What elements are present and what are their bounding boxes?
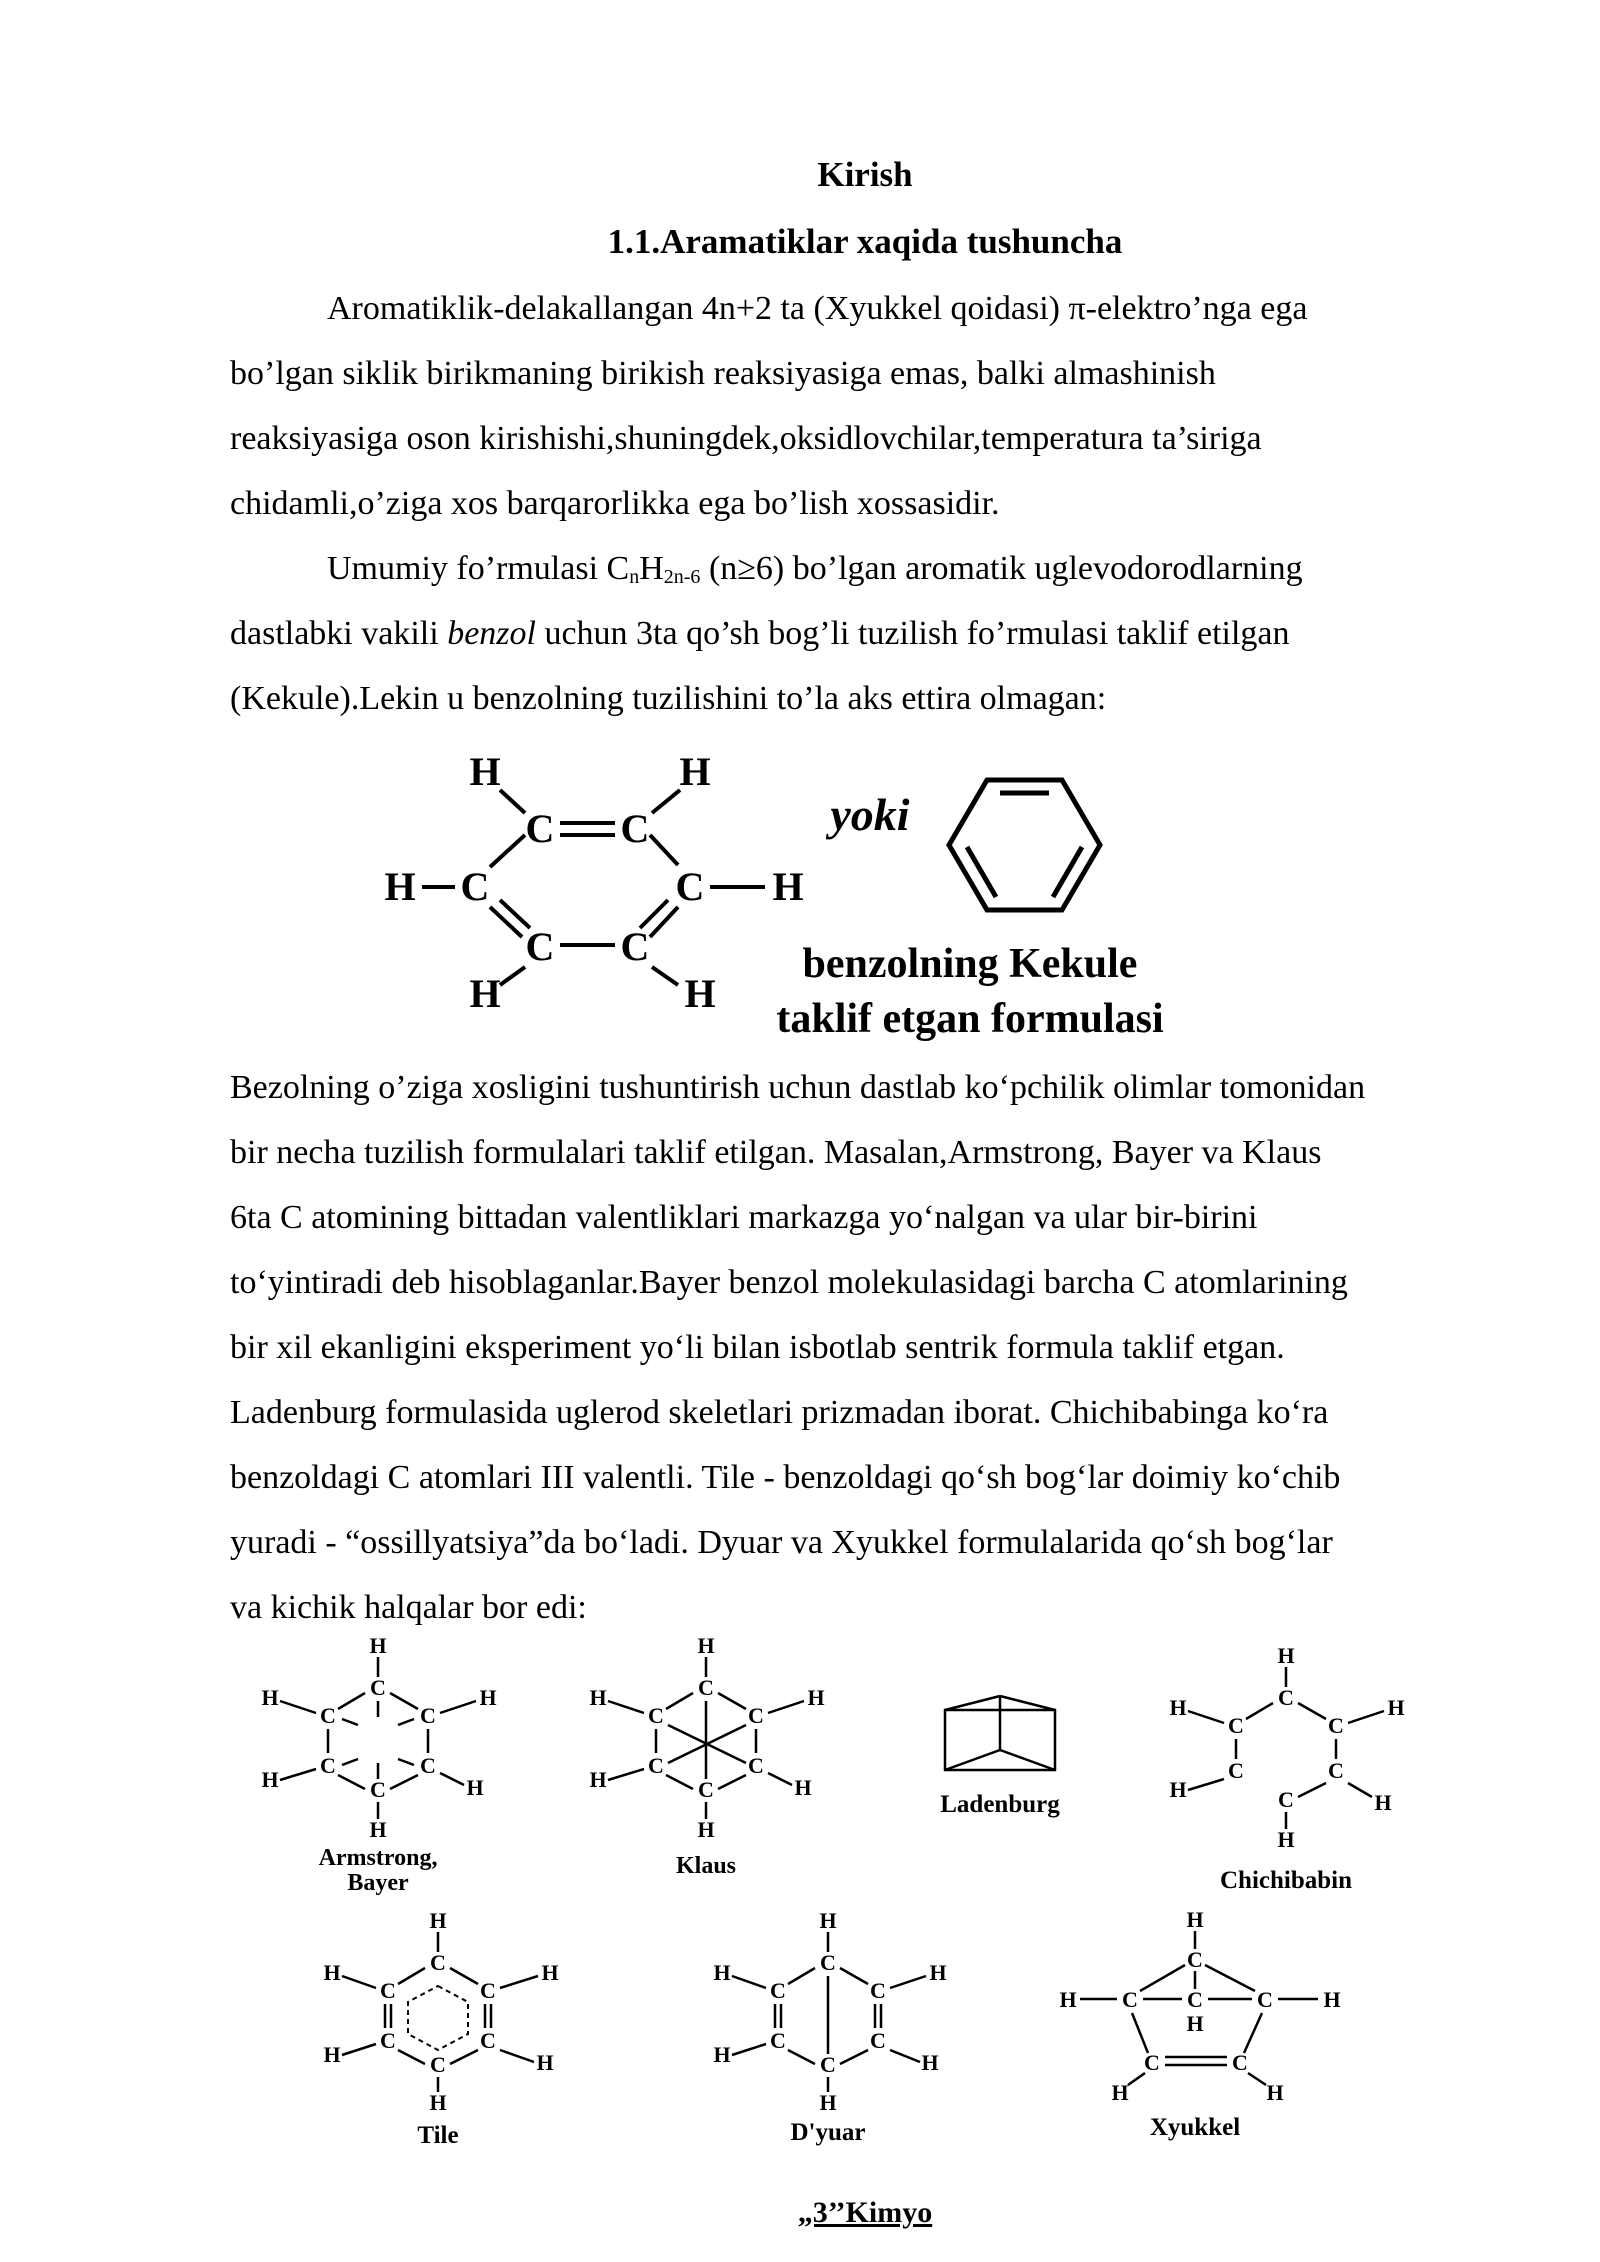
section-heading: 1.1.Aramatiklar xaqida tushuncha	[607, 222, 1123, 261]
caption-chichibabin: Chichibabin	[1219, 1867, 1353, 1894]
svg-text:H: H	[466, 1775, 484, 1800]
kekule-caption-line1: benzolning Kekule	[802, 941, 1138, 987]
svg-text:C: C	[748, 1703, 764, 1728]
yoki-label: yoki	[830, 789, 910, 840]
text-line: Umumiy fo’rmulasi $C_nH_{2n-6}$ (n≥6) bo’lgan aromatik uglevodorodlarning	[327, 550, 1303, 588]
svg-text:H: H	[536, 2050, 554, 2075]
svg-text:H: H	[819, 2090, 837, 2115]
armstrong-bayer-formula	[250, 1635, 510, 1895]
text-line: Aromatiklik-delakallangan 4n+2 ta (Xyukkel qoidasi) π-elektro’nga ega	[327, 290, 1308, 327]
chichibabin-formula	[1158, 1645, 1418, 1895]
atom-c: C	[525, 806, 555, 851]
svg-text:C: C	[430, 1950, 446, 1975]
emphasis-benzol: benzol	[447, 615, 536, 652]
svg-text:C: C	[1228, 1713, 1244, 1738]
svg-text:C: C	[380, 1978, 396, 2003]
svg-text:H: H	[429, 2090, 447, 2115]
text-line: benzoldagi C atomlari III valentli. Tile - benzoldagi qo‘sh bog‘lar doimiy ko‘chib	[230, 1459, 1341, 1496]
svg-text:H: H	[1374, 1790, 1392, 1815]
paragraph-aromaticity	[230, 276, 1510, 536]
text-line: dastlabki vakili benzol uchun 3ta qo’sh bog’li tuzilish fo’rmulasi taklif etilgan	[230, 615, 1290, 652]
svg-text:C: C	[370, 1675, 386, 1700]
svg-text:C: C	[1328, 1713, 1344, 1738]
svg-text:H: H	[929, 1960, 947, 1985]
text-line: (Kekule).Lekin u benzolning tuzilishini to’la aks ettira olmagan:	[230, 680, 1107, 717]
ladenburg-formula	[905, 1690, 1135, 1830]
caption-bayer: Bayer	[347, 1870, 409, 1895]
svg-text:H: H	[541, 1960, 559, 1985]
svg-text:C: C	[1228, 1758, 1244, 1783]
svg-text:H: H	[1387, 1695, 1405, 1720]
svg-text:H: H	[1266, 2080, 1284, 2105]
svg-text:H: H	[429, 1910, 447, 1933]
svg-text:C: C	[1232, 2050, 1248, 2075]
svg-text:C: C	[1187, 1987, 1203, 2012]
kekule-caption-line2: taklif etgan formulasi	[776, 996, 1164, 1042]
klaus-formula	[578, 1635, 838, 1875]
svg-text:C: C	[870, 2028, 886, 2053]
xyukkel-formula	[1050, 1905, 1350, 2145]
text-line: yuradi - “ossillyatsiya”da bo‘ladi. Dyuar va Xyukkel formulalarida qo‘sh bog‘lar	[230, 1524, 1333, 1561]
svg-text:H: H	[794, 1775, 812, 1800]
text-line: bir necha tuzilish formulalari taklif etilgan. Masalan,Armstrong, Bayer va Klaus	[230, 1134, 1322, 1171]
svg-text:H: H	[589, 1767, 607, 1792]
svg-text:C: C	[380, 2028, 396, 2053]
svg-text:C: C	[430, 2052, 446, 2077]
tile-formula	[310, 1910, 570, 2150]
svg-text:C: C	[770, 1978, 786, 2003]
atom-c: C	[675, 864, 705, 909]
svg-text:C: C	[870, 1978, 886, 2003]
atom-h: H	[469, 749, 501, 794]
svg-text:C: C	[1257, 1987, 1273, 2012]
svg-text:H: H	[323, 2042, 341, 2067]
caption-tile: Tile	[417, 2122, 459, 2149]
svg-text:C: C	[820, 2052, 836, 2077]
atom-c: C	[620, 924, 650, 969]
svg-text:C: C	[1328, 1758, 1344, 1783]
atom-c: C	[620, 806, 650, 851]
caption-ladenburg: Ladenburg	[940, 1791, 1060, 1818]
svg-text:H: H	[261, 1767, 279, 1792]
svg-text:C: C	[420, 1753, 436, 1778]
svg-text:C: C	[1278, 1787, 1294, 1812]
text-line: Bezolning o’ziga xosligini tushuntirish uchun dastlab ko‘pchilik olimlar tomonidan	[230, 1069, 1366, 1106]
svg-text:H: H	[921, 2050, 939, 2075]
svg-text:H: H	[1277, 1645, 1295, 1668]
svg-text:H: H	[713, 1960, 731, 1985]
svg-text:H: H	[589, 1685, 607, 1710]
svg-text:C: C	[698, 1675, 714, 1700]
text-line: chidamli,o’ziga xos barqarorlikka ega bo’lish xossasidir.	[230, 485, 1000, 522]
svg-text:H: H	[1323, 1987, 1341, 2012]
svg-text:H: H	[261, 1685, 279, 1710]
svg-text:H: H	[479, 1685, 497, 1710]
svg-text:H: H	[369, 1635, 387, 1658]
svg-text:H: H	[807, 1685, 825, 1710]
atom-h: H	[772, 864, 804, 909]
caption-dyuar: D'yuar	[790, 2119, 866, 2146]
page-heading: Kirish	[817, 155, 913, 194]
atom-c: C	[525, 924, 555, 969]
svg-text:H: H	[1186, 2011, 1204, 2036]
paragraph-general-formula	[230, 536, 1510, 731]
svg-text:C: C	[420, 1703, 436, 1728]
svg-text:C: C	[320, 1703, 336, 1728]
svg-text:H: H	[1186, 1907, 1204, 1932]
svg-text:C: C	[1122, 1987, 1138, 2012]
svg-text:H: H	[1169, 1777, 1187, 1802]
svg-text:C: C	[648, 1753, 664, 1778]
svg-text:C: C	[480, 2028, 496, 2053]
svg-text:H: H	[323, 1960, 341, 1985]
svg-text:C: C	[820, 1950, 836, 1975]
svg-text:H: H	[369, 1817, 387, 1842]
text-line: reaksiyasiga oson kirishishi,shuningdek,oksidlovchilar,temperatura ta’siriga	[230, 420, 1262, 457]
svg-text:C: C	[370, 1777, 386, 1802]
svg-text:C: C	[698, 1777, 714, 1802]
text-line: to‘yintiradi deb hisoblaganlar.Bayer benzol molekulasidagi barcha C atomlarining	[230, 1264, 1348, 1301]
svg-text:H: H	[1277, 1827, 1295, 1852]
svg-text:H: H	[1059, 1987, 1077, 2012]
text-line: Ladenburg formulasida uglerod skeletlari prizmadan iborat. Chichibabinga ko‘ra	[230, 1394, 1329, 1431]
svg-text:C: C	[320, 1753, 336, 1778]
text-line: va kichik halqalar bor edi:	[230, 1589, 587, 1626]
svg-text:H: H	[697, 1635, 715, 1658]
caption-xyukkel: Xyukkel	[1149, 2114, 1241, 2141]
page-footer: „3’’Kimyo	[797, 2196, 933, 2229]
paragraph-historical-formulas	[230, 1055, 1530, 1640]
caption-armstrong: Armstrong,	[318, 1845, 438, 1871]
text-line: bir xil ekanligini eksperiment yo‘li bilan isbotlab sentrik formula taklif etgan.	[230, 1329, 1285, 1366]
svg-text:C: C	[648, 1703, 664, 1728]
atom-h: H	[469, 971, 501, 1016]
atom-h: H	[384, 864, 416, 909]
svg-text:H: H	[1111, 2080, 1129, 2105]
atom-h: H	[679, 749, 711, 794]
text-line: 6ta C atomining bittadan valentliklari markazga yo‘nalgan va ular bir-birini	[230, 1199, 1258, 1236]
text-line: bo’lgan siklik birikmaning birikish reaksiyasiga emas, balki almashinish	[230, 355, 1216, 392]
svg-text:C: C	[748, 1753, 764, 1778]
svg-text:H: H	[1169, 1695, 1187, 1720]
svg-text:C: C	[1144, 2050, 1160, 2075]
svg-text:C: C	[1187, 1947, 1203, 1972]
dyuar-formula	[700, 1910, 960, 2150]
svg-text:C: C	[770, 2028, 786, 2053]
svg-text:H: H	[713, 2042, 731, 2067]
benzene-hexagon	[949, 780, 1100, 910]
atom-c: C	[460, 864, 490, 909]
caption-klaus: Klaus	[675, 1853, 737, 1875]
kekule-formula-figure	[360, 745, 1240, 1055]
svg-text:H: H	[697, 1817, 715, 1842]
svg-text:C: C	[1278, 1685, 1294, 1710]
atom-h: H	[684, 971, 716, 1016]
svg-text:H: H	[819, 1910, 837, 1933]
svg-text:C: C	[480, 1978, 496, 2003]
